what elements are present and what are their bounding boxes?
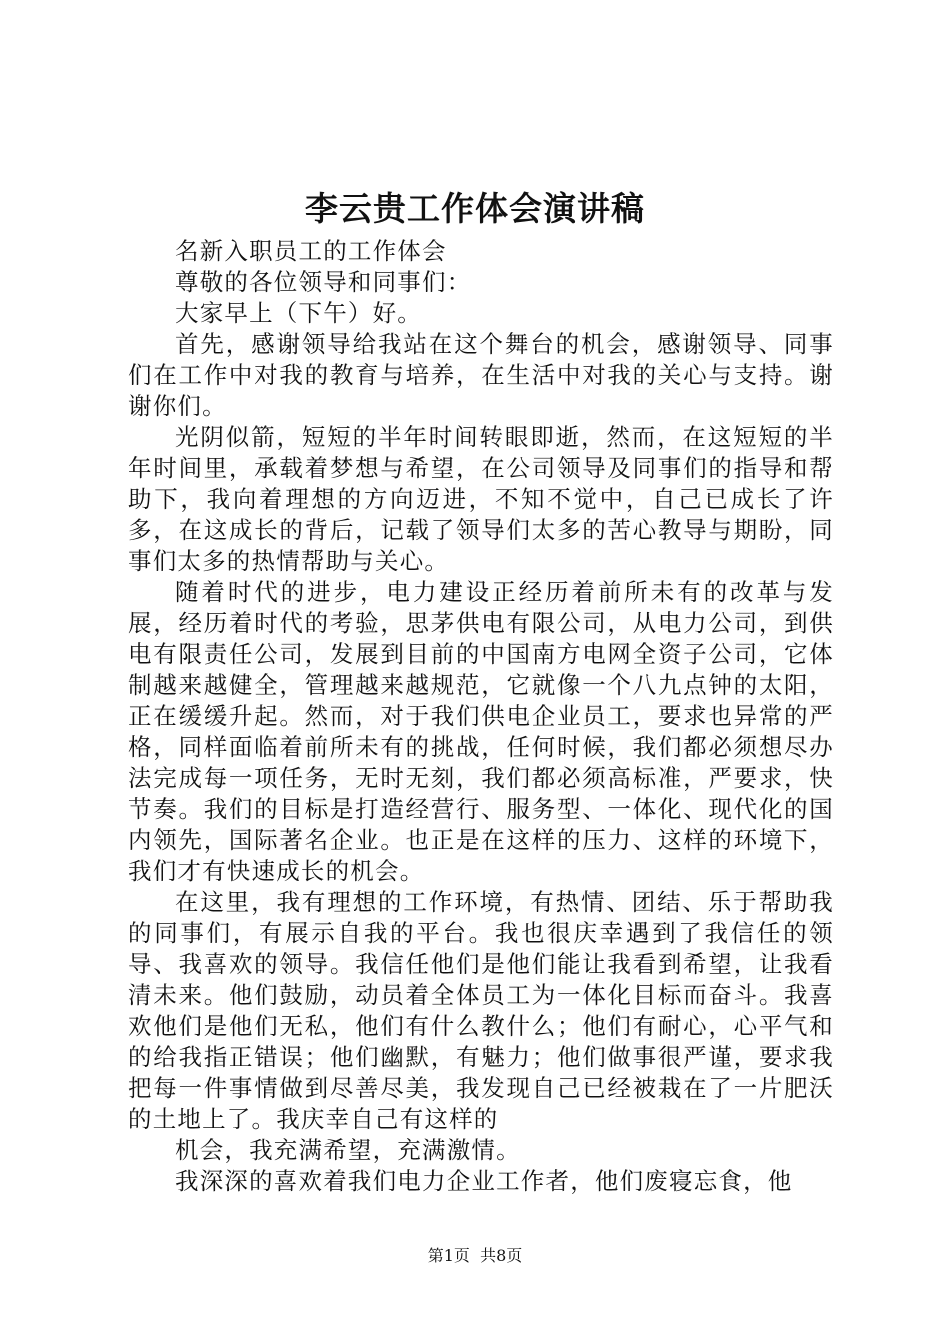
paragraph-workers: 我深深的喜欢着我们电力企业工作者，他们废寝忘食，他 [175,1167,793,1195]
footer-separator [470,1246,480,1265]
paragraph-development: 随着时代的进步，电力建设正经历着前所未有的改革与发展，经历着时代的考验，思茅供电有限公司，从电力公司，到供电有限责任公司，发展到目前的中国南方电网全资子公司，它体制越来越健全，管理越来越规范，它就像一个八九点钟的太阳，正在缓缓升起。然而，对于我们供电企业员工，要求也异常的严格，同样面临着前所未有的挑战，任何时候，我们都必须想尽办法完成每一项任务，无时无刻，我们都必须高标准，严要求，快节奏。我们的目标是打造经营行、服务型、一体化、现代化的国内领先，国际著名企业。也正是在这样的压力、这样的环境下，我们才有快速成长的机会。 [128,578,834,885]
page-number-current: 第1页 [427,1246,470,1265]
paragraph-environment: 在这里，我有理想的工作环境，有热情、团结、乐于帮助我的同事们，有展示自我的平台。我也很庆幸遇到了我信任的领导、我喜欢的领导。我信任他们是他们能让我看到希望，让我看清未来。他们鼓励，动员着全体员工为一体化目标而奋斗。我喜欢他们是他们无私，他们有什么教什么；他们有耐心，心平气和的给我指正错误；他们幽默，有魅力；他们做事很严谨，要求我把每一件事情做到尽善尽美，我发现自己已经被栽在了一片肥沃的土地上了。我庆幸自己有这样的 [128,888,834,1133]
paragraph-greeting: 大家早上（下午）好。 [175,299,422,327]
page-number-total: 共8页 [480,1246,523,1265]
paragraph-opportunity: 机会，我充满希望，充满激情。 [175,1136,521,1164]
paragraph-thanks: 首先，感谢领导给我站在这个舞台的机会，感谢领导、同事们在工作中对我的教育与培养，在生活中对我的关心与支持。谢谢你们。 [128,330,834,420]
document-body [128,236,834,1197]
paragraph-time-flies: 光阴似箭，短短的半年时间转眼即逝，然而，在这短短的半年时间里，承载着梦想与希望，在公司领导及同事们的指导和帮助下，我向着理想的方向迈进，不知不觉中，自己已成长了许多，在这成长的背后，记载了领导们太多的苦心教导与期盼，同事们太多的热情帮助与关心。 [128,423,834,575]
page-footer [0,1246,950,1266]
paragraph-salutation: 尊敬的各位领导和同事们： [175,268,472,296]
paragraph-subtitle: 名新入职员工的工作体会 [175,237,447,265]
document-title: 李云贵工作体会演讲稿 [305,189,645,228]
